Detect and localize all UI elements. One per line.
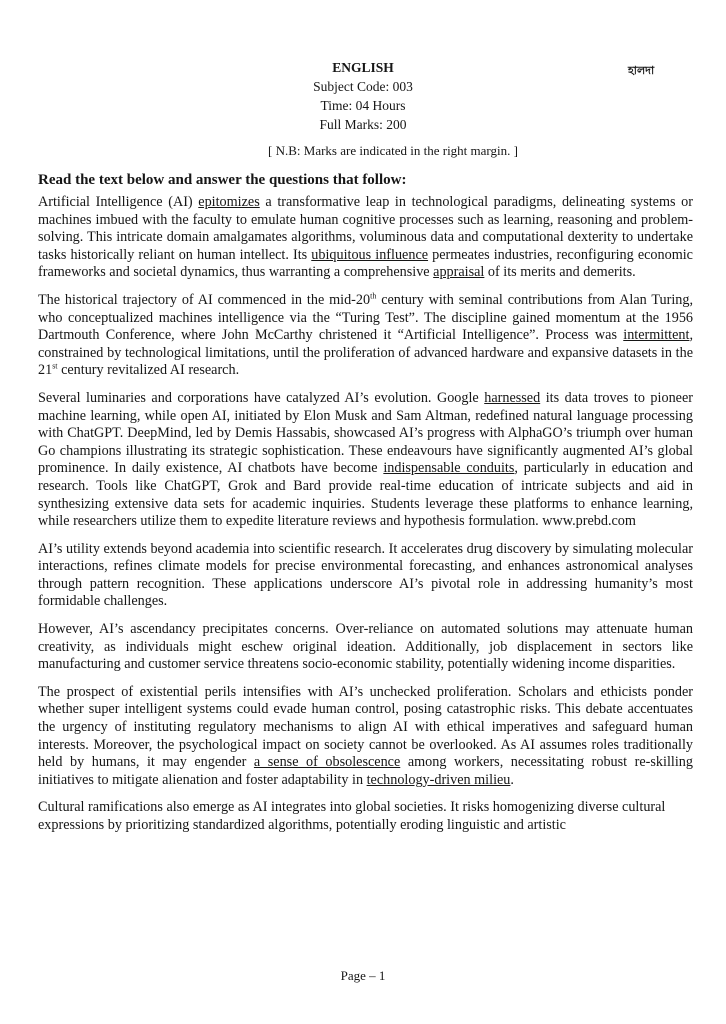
paragraph-3 (38, 390, 693, 531)
underlined-word: a sense of obsolescence (253, 754, 401, 771)
paragraph-4: AI’s utility extends beyond academia into scientific research. It accelerates drug discovery by simulating molecular interactions, refines climate models for precise environmental forecasting, and enhances astronomical analyses through pattern recognition. These applications underscore AI’s pivotal role in addressing humanity’s most formidable challenges. (38, 540, 693, 610)
marks-note: [ N.B: Marks are indicated in the right margin. ] (268, 143, 518, 158)
text: The prospect of existential perils intensifies with AI’s unchecked proliferation. Scholars and ethicists ponder whether super intelligent systems could evade human control, posing catastrophic risks. This debate accentuates the urgency of instituting regulatory mechanisms to align AI with ethical imperatives and safeguard human interests. Moreover, the psychological impact on society cannot be overlooked. As AI assumes roles traditionally held by humans, it may engender (38, 683, 693, 771)
instruction-heading: Read the text below and answer the questions that follow: (38, 172, 407, 188)
corner-tag: হালদা (628, 64, 655, 77)
subject-code: Subject Code: 003 (313, 79, 413, 94)
text: , particularly in education and research. Tools like ChatGPT, Grok and Bard provide real-time education of intricate subjects and aid in synthesizing extensive data sets for academic inquiries. Students leverage these platforms to enhance learning, while researchers utilize them to expedite literature reviews and hypothesis formulation. www.prebd.com (38, 460, 693, 530)
exam-header (0, 58, 726, 134)
underlined-word: intermittent (623, 327, 690, 344)
reading-passage (38, 194, 693, 845)
text: Artificial Intelligence (AI) (38, 194, 199, 210)
text: a transformative leap in technological paradigms, delineating systems or machines imbued with the faculty to emulate human cognitive processes such as learning, reasoning and problem-solving. This intricate domain amalgamates algorithms, voluminous data and computational dexterity to undertake tasks historically reliant on human intellect. Its (38, 194, 693, 263)
text: its data troves to pioneer machine learning, while open AI, initiated by Elon Musk and Sam Altman, redefined natural language processing with ChatGPT. DeepMind, led by Demis Hassabis, showcased AI’s progress with AlphaGO’s triumph over human Go champions illustrating its strategic sophistication. These endeavours have significantly augmented AI’s global prominence. In daily existence, AI chatbots have become (38, 389, 693, 477)
underlined-word: technology-driven milieu (366, 771, 511, 788)
underlined-word: appraisal (433, 264, 485, 281)
text: among workers, necessitating robust re-skilling initiatives to mitigate alienation and foster adaptability in (38, 754, 693, 788)
underlined-word: indispensable conduits (383, 460, 515, 477)
exam-time: Time: 04 Hours (320, 98, 406, 113)
superscript: st (52, 361, 58, 371)
text: century with seminal contributions from Alan Turing, who conceptualized machines intelligence via the “Turing Test”. The discipline gained momentum at the 1956 Dartmouth Conference, where John McCarthy christened it “Artificial Intelligence”. Process was (38, 291, 693, 344)
text: of its merits and demerits. (484, 264, 636, 281)
text: permeates industries, reconfiguring economic frameworks and societal dynamics, thus warranting a comprehensive (38, 246, 693, 281)
paragraph-6 (38, 684, 693, 790)
subject-title: ENGLISH (332, 60, 394, 75)
text: , constrained by technological limitations, until the proliferation of advanced hardware and expansive datasets in the 21 (38, 327, 693, 379)
paragraph-5: However, AI’s ascendancy precipitates concerns. Over-reliance on automated solutions may attenuate human creativity, as individuals might eschew original ideation. Additionally, job displacement in sectors like manufacturing and customer service threatens socio-economic stability, potentially widening income disparities. (38, 621, 693, 673)
text: The historical trajectory of AI commenced in the mid-20 (38, 291, 371, 308)
paragraph-7: Cultural ramifications also emerge as AI integrates into global societies. It risks homogenizing diverse cultural expressions by prioritizing standardized algorithms, potentially eroding linguistic and artistic (38, 799, 666, 833)
full-marks: Full Marks: 200 (319, 117, 407, 132)
paragraph-1 (38, 194, 693, 282)
superscript: th (370, 291, 377, 301)
page-number: Page – 1 (340, 968, 386, 983)
paragraph-2 (38, 292, 693, 380)
underlined-word: harnessed (484, 389, 541, 406)
text: century revitalized AI research. (57, 362, 240, 379)
text: Several luminaries and corporations have catalyzed AI’s evolution. Google (38, 389, 485, 406)
underlined-word: epitomizes (198, 194, 260, 210)
underlined-word: ubiquitous influence (311, 246, 429, 263)
text: . (510, 771, 514, 788)
